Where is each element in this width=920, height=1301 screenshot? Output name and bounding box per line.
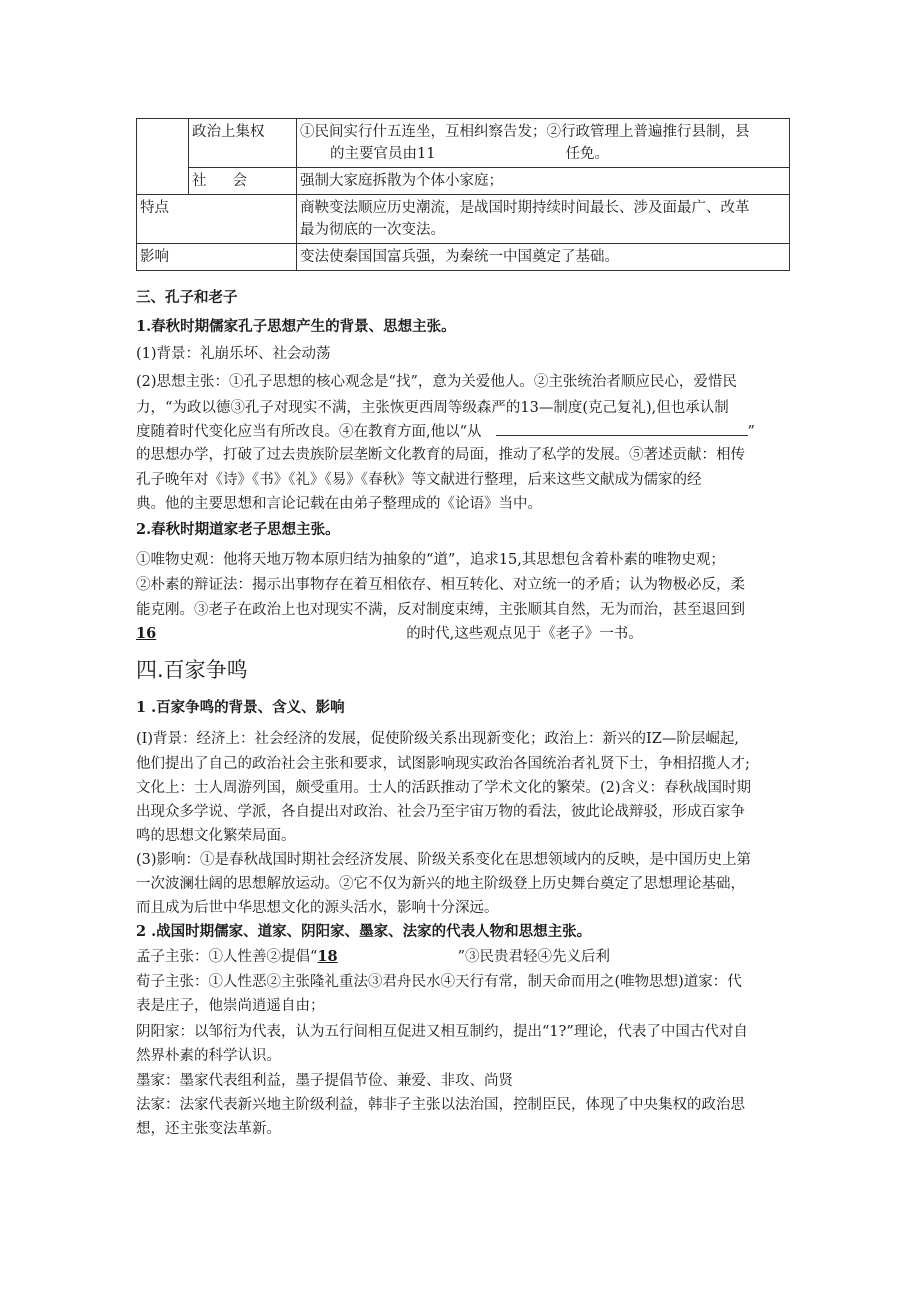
question-heading: 1 .百家争鸣的背景、含义、影响 [136,699,345,716]
paragraph-text: ” [747,424,755,440]
paragraph-line: 文化上：士人周游列国，颇受重用。士人的活跃推动了学术文化的繁荣。(2)含义：春秋战国时期 [136,780,752,796]
table-cell: 特点 [137,195,297,244]
table-cell: 强制大家庭拆散为个体小家庭； [297,168,790,195]
paragraph-line: 想，还主张变法革新。 [136,1121,281,1137]
paragraph-line: 表是庄子，他崇尚逍遥自由； [136,998,325,1014]
paragraph-text: 的时代,这些观点见于《老子》一书。 [406,626,643,642]
paragraph-line: 法家：法家代表新兴地主阶级利益，韩非子主张以法治国，控制臣民，体现了中央集权的政治思 [136,1097,745,1113]
cell-text: 任免。 [565,146,609,162]
table-cell: 变法使秦国国富兵强，为秦统一中国奠定了基础。 [297,244,790,271]
table-cell-empty [137,119,189,195]
blank-number: 16 [136,625,157,642]
question-heading: 1.春秋时期儒家孔子思想产生的背景、思想主张。 [136,318,456,335]
paragraph-line: 的思想办学，打破了过去贵族阶层垄断文化教育的局面，推动了私学的发展。⑤著述贡献：相传 [136,447,745,463]
cell-line: ①民间实行什五连坐，互相纠察告发；②行政管理上普遍推行县制，县 [300,124,750,140]
paragraph-text: ”③民贵君轻④先义后利 [457,949,611,965]
table-row [137,119,790,168]
paragraph-line [136,947,796,967]
cell-line [300,143,786,165]
paragraph-line: (2)思想主张：①孔子思想的核心观念是“找”，意为关爱他人。②主张统治者顺应民心，爱惜民 [136,374,737,390]
paragraph-text: 度随着时代变化应当有所改良。④在教育方面,他以“从 [136,424,482,440]
table-row [137,168,790,195]
paragraph-line: (I)背景：经济上：社会经济的发展，促使阶级关系出现新变化；政治上：新兴的IZ—阶层崛起, [136,731,739,747]
cell-text: 社会 [192,173,273,189]
section-heading: 四.百家争鸣 [136,658,248,682]
section-heading: 三、孔子和老子 [136,289,238,306]
paragraph-line: 孔子晚年对《诗》《书》《礼》《易》《春秋》等文献进行整理，后来这些文献成为儒家的经 [136,472,702,488]
paragraph-line: 力，“为政以德③孔子对现实不满，主张恢更西周等级森严的13—制度(克己复礼),但也承认制 [136,400,729,416]
paragraph-line: 荀子主张：①人性恶②主张隆礼重法③君舟民水④天行有常，制天命而用之(唯物思想)道家：代 [136,974,742,990]
paragraph-line [136,421,796,442]
paragraph-line: 典。他的主要思想和言论记载在由弟子整理成的《论语》当中。 [136,496,542,512]
paragraph-line: 而且成为后世中华思想文化的源头活水，影响十分深远。 [136,900,499,916]
question-heading: 2.春秋时期道家老子思想主张。 [136,521,340,538]
reform-table [136,118,790,271]
table-cell [189,168,297,195]
table-cell [297,195,790,244]
paragraph-line: (1)背景：礼崩乐坏、社会动荡 [136,346,331,362]
cell-line: 商鞅变法顺应历史潮流，是战国时期持续时间最长、涉及面最广、改革 [300,200,750,216]
paragraph-line [136,624,796,644]
paragraph-line: 出现众多学说、学派，各自提出对政治、社会乃至宇宙万物的看法，彼此论战辩驳，形成百家争 [136,804,745,820]
paragraph-line: 鸣的思想文化繁荣局面。 [136,828,296,844]
paragraph-line: ①唯物史观：他将天地万物本原归结为抽象的“道”，追求15,其思想包含着朴素的唯物史观； [136,552,725,568]
paragraph-line: (3)影响：①是春秋战国时期社会经济发展、阶级关系变化在思想领域内的反映，是中国历史上第 [136,852,752,868]
blank-number: 18 [317,948,338,965]
cell-line: 最为彻底的一次变法。 [300,222,445,238]
table-row [137,244,790,271]
table-row [137,195,790,244]
paragraph-line: 一次波澜壮阔的思想解放运动。②它不仅为新兴的地主阶级登上历史舞台奠定了思想理论基础， [136,876,745,892]
cell-text: 的主要官员由11 [330,146,436,162]
paragraph-line: 阴阳家：以邹衍为代表，认为五行间相互促进又相互制约，提出“1?”理论，代表了中国古代对自 [136,1024,748,1040]
paragraph-line: ②朴素的辩证法：揭示出事物存在着互相依存、相互转化、对立统一的矛盾；认为物极必反，柔 [136,577,745,593]
table-cell [297,119,790,168]
table-cell: 影响 [137,244,297,271]
paragraph-line: 能克刚。③老子在政治上也对现实不满，反对制度束缚，主张顺其自然，无为而治，甚至退回到 [136,602,745,618]
paragraph-line: 墨家：墨家代表组利益，墨子提倡节俭、兼爱、非攻、尚贤 [136,1073,513,1089]
question-heading: 2 .战国时期儒家、道家、阴阳家、墨家、法家的代表人物和思想主张。 [136,923,592,940]
paragraph-text: 孟子主张：①人性善②提倡“ [136,949,318,965]
paragraph-line: 他们提出了自己的政治社会主张和要求，试图影响现实政治各国统治者礼贤下士，争相招揽人才; [136,756,750,772]
table-cell: 政治上集权 [189,119,297,168]
paragraph-line: 然界朴素的科学认识。 [136,1048,281,1064]
fill-blank-14 [496,421,748,436]
